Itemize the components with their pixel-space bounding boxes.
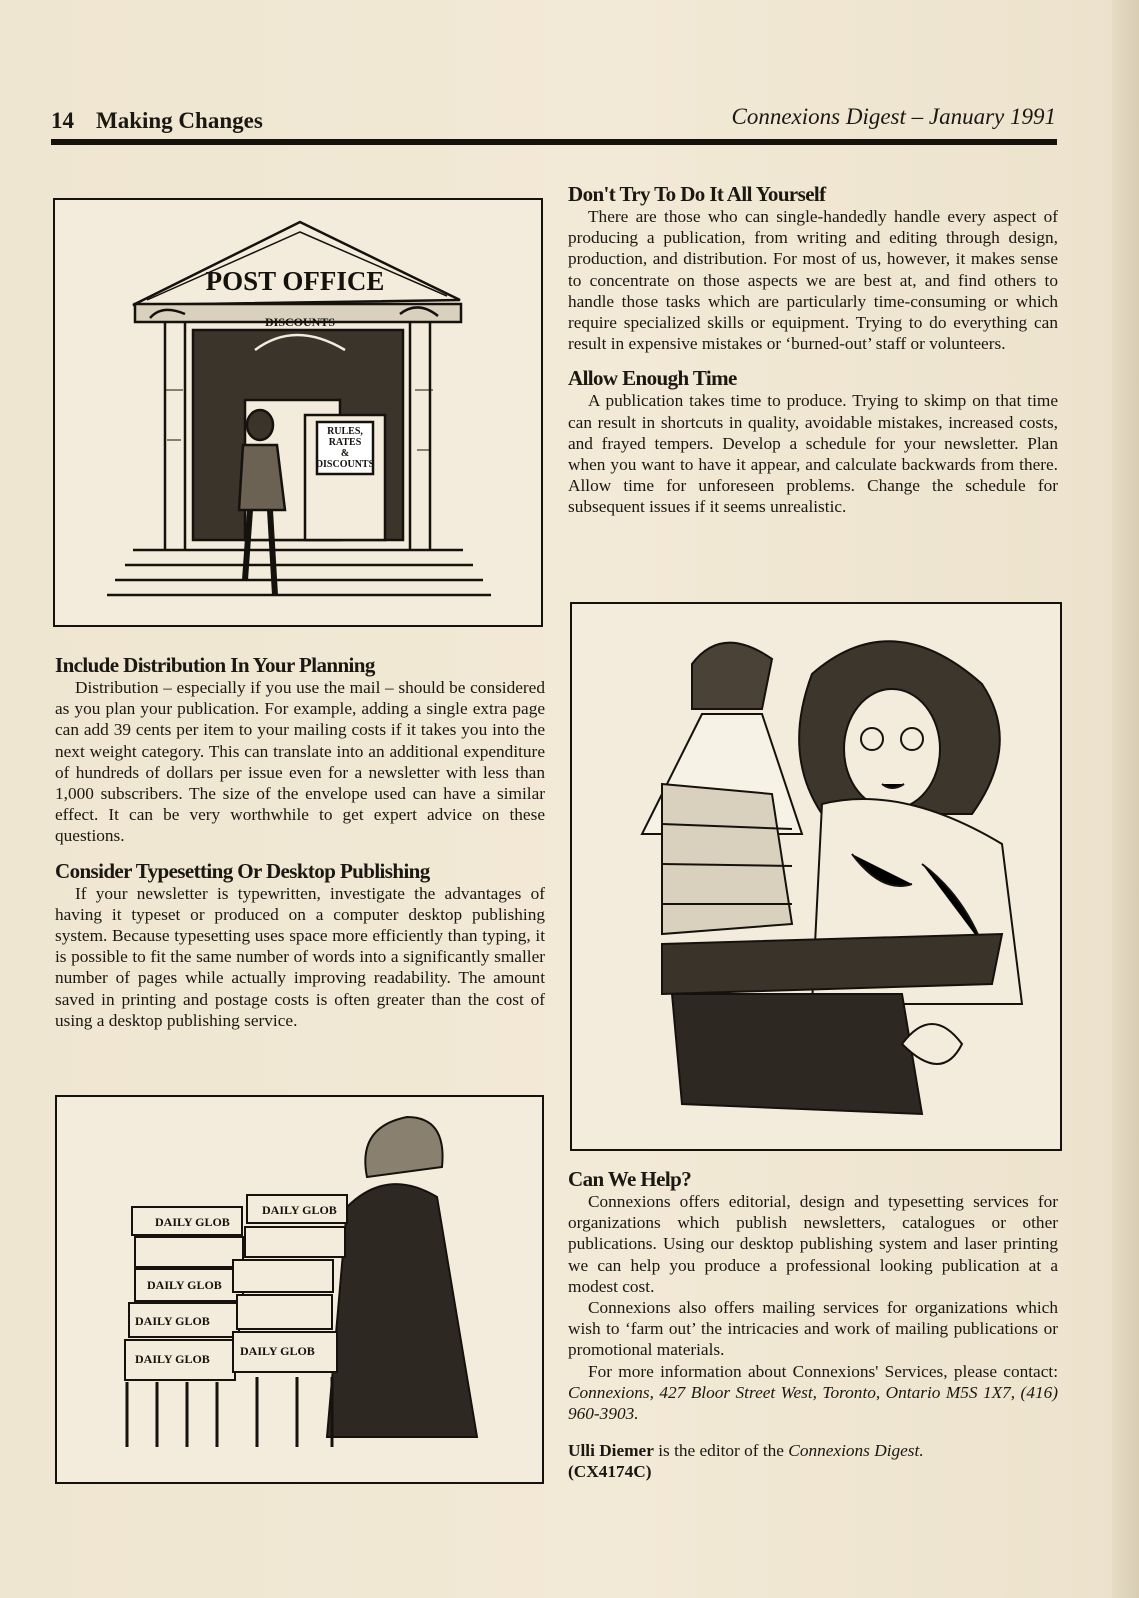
section-title: Making Changes [96,108,263,133]
right-column-top [568,182,1058,518]
right-column-bottom [568,1167,1058,1483]
post-office-sign: POST OFFICE [205,266,385,296]
article-code: (CX4174C) [568,1462,652,1482]
notice-line-4: DISCOUNTS [315,459,375,470]
heading-can-we-help: Can We Help? [568,1167,692,1191]
heading-distribution: Include Distribution In Your Planning [55,653,375,677]
newspaper-drawing [57,1097,542,1482]
body-typesetting: If your newsletter is typewritten, investigate the advantages of having it typeset or produced on a computer desktop publishing system. Because typesetting uses space more efficiently than typing, it is possible to fit the same number of words into a significantly smaller number of pages while actually improving readability. The amount saved in printing and postage costs is often greater than the cost of using a desktop publishing service. [55,883,545,1030]
byline-publication: Connexions Digest. [788,1441,924,1461]
page-edge [1112,0,1139,1598]
notice-line-2: RATES [328,437,362,448]
byline-name: Ulli Diemer [568,1441,654,1461]
newspaper-label-1: DAILY GLOB [155,1215,230,1229]
post-office-drawing [55,200,541,625]
page-number: 14 [51,108,74,133]
body-can-we-help-2: Connexions also offers mailing services for organizations which wish to ‘farm out’ the intricacies and work of mailing publications or promotional materials. [568,1298,1058,1360]
editor-illustration [570,602,1062,1151]
newspaper-illustration [55,1095,544,1484]
heading-allow-time: Allow Enough Time [568,366,737,391]
body-can-we-help-3 [568,1361,1058,1425]
header-rule [51,139,1057,145]
contact-address: Connexions, 427 Bloor Street West, Toronto, Ontario M5S 1X7, (416) 960-3903. [568,1382,1058,1424]
notice-line-3: & [340,448,350,459]
post-office-arch: DISCOUNTS [264,315,336,329]
editor-drawing [572,604,1060,1149]
publication-title: Connexions Digest – January 1991 [731,104,1056,129]
body-dont-try: There are those who can single-handedly handle every aspect of producing a publication, from writing and editing through design, production, and distribution. For most of us, however, it makes sense to concentrate on those aspects we are best at, and find others to handle those tasks which are particularly time-consuming or which require specialized skills or equipment. Trying to do everything can result in expensive mistakes or ‘burned-out’ staff or volunteers. [568,207,1058,354]
byline [568,1440,1058,1461]
newspaper-label-2: DAILY GLOB [262,1203,337,1217]
running-header-left [51,108,263,134]
heading-typesetting: Consider Typesetting Or Desktop Publishing [55,858,430,883]
left-column [55,653,545,1031]
newspaper-label-6: DAILY GLOB [240,1344,315,1358]
notice-line-1: RULES, [327,426,363,437]
newspaper-label-3: DAILY GLOB [147,1278,222,1292]
byline-text: is the editor of the [653,1441,789,1461]
contact-lead: For more information about Connexions' Services, please contact: [588,1361,1058,1381]
newspaper-label-4: DAILY GLOB [135,1314,210,1328]
body-allow-time: A publication takes time to produce. Trying to skimp on that time can result in shortcuts in quality, avoidable mistakes, increased costs, and frayed tempers. Develop a schedule for your newsletter. Plan when you want to have it appear, and calculate backwards from there. Allow time for unforeseen problems. Change the schedule for subsequent issues if it seems unrealistic. [568,391,1058,517]
newspaper-label-5: DAILY GLOB [135,1352,210,1366]
post-office-illustration [53,198,543,627]
heading-dont-try: Don't Try To Do It All Yourself [568,182,826,206]
body-distribution: Distribution – especially if you use the mail – should be considered as you plan your publication. For example, adding a single extra page can add 39 cents per item to your mailing costs if it takes you into the next weight category. This can translate into an additional expenditure of hundreds of dollars per issue even for a newsletter with less than 1,000 subscribers. The size of the envelope used can have a similar effect. It can be very worthwhile to get expert advice on these questions. [55,678,545,846]
body-can-we-help-1: Connexions offers editorial, design and typesetting services for organizations which publish newsletters, catalogues or other publications. Using our desktop publishing system and laser printing we can help you produce a professional looking publication at a modest cost. [568,1192,1058,1296]
